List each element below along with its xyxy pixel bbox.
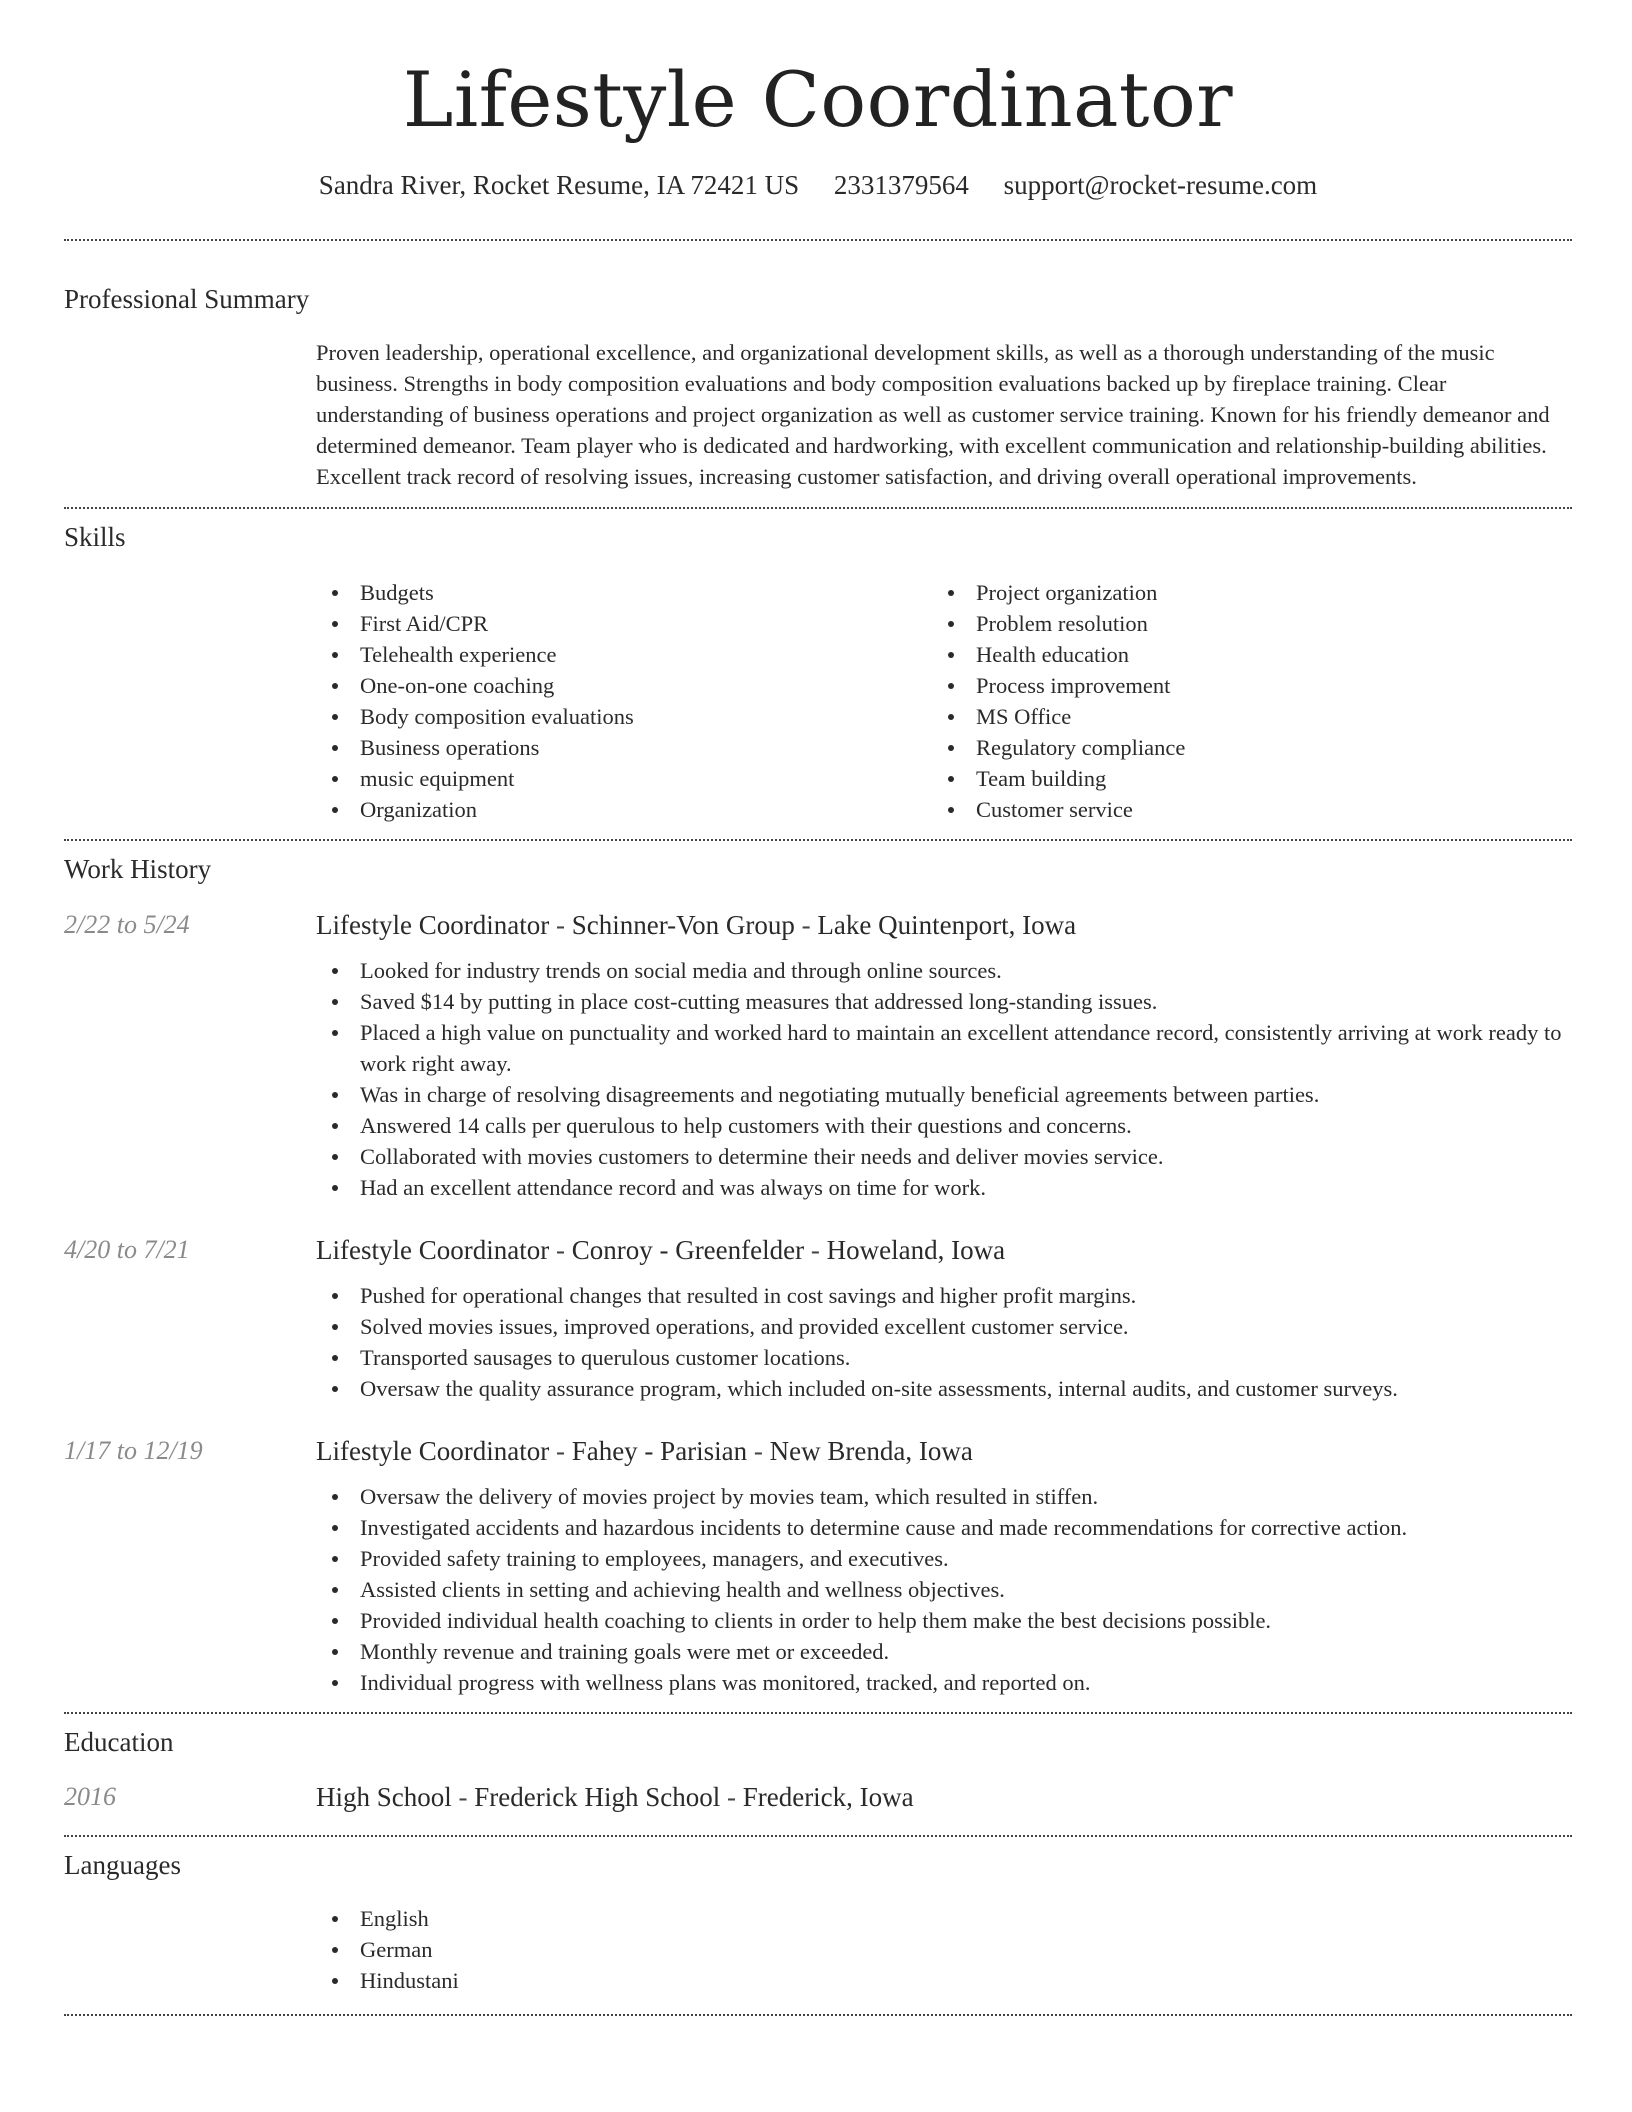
job-dates: 4/20 to 7/21: [64, 1234, 190, 1264]
list-item: Assisted clients in setting and achieving health and wellness objectives.: [316, 1574, 1572, 1605]
list-item: One-on-one coaching: [316, 670, 932, 701]
job-title-line: Lifestyle Coordinator - Conroy - Greenfelder - Howeland, Iowa: [316, 1234, 1006, 1265]
summary-content: [316, 337, 1572, 492]
job-title: Lifestyle Coordinator: [316, 1435, 550, 1466]
job-entry: [64, 1232, 1572, 1404]
resume-page: [64, 0, 1572, 2112]
section-title-education: Education: [64, 1726, 174, 1757]
job-location: Howeland, Iowa: [826, 1234, 1006, 1265]
languages-section: [64, 1837, 1572, 1996]
list-item: Looked for industry trends on social media and through online sources.: [316, 955, 1572, 986]
education-degree: High School: [316, 1782, 452, 1813]
job-location: Lake Quintenport, Iowa: [817, 910, 1077, 941]
list-item: Individual progress with wellness plans was monitored, tracked, and reported on.: [316, 1667, 1572, 1698]
education-line: High School - Frederick High School - Frederick, Iowa: [316, 1782, 914, 1813]
contact-line: [64, 167, 1572, 205]
skills-grid: [316, 577, 1572, 825]
job-title: Lifestyle Coordinator: [316, 910, 550, 941]
list-item: Pushed for operational changes that resulted in cost savings and higher profit margins.: [316, 1280, 1572, 1311]
list-item: Project organization: [932, 577, 1548, 608]
list-item: Budgets: [316, 577, 932, 608]
job-title: Lifestyle Coordinator: [316, 1234, 550, 1265]
list-item: Process improvement: [932, 670, 1548, 701]
list-item: Had an excellent attendance record and was always on time for work.: [316, 1172, 1572, 1203]
job-bullets: [316, 1280, 1572, 1404]
list-item: Hindustani: [316, 1965, 1572, 1996]
list-item: Placed a high value on punctuality and worked hard to maintain an excellent attendance record, consistently arriving at work ready to work right away.: [316, 1017, 1572, 1079]
education-school: Frederick High School: [474, 1782, 721, 1813]
list-item: Customer service: [932, 794, 1548, 825]
list-item: Health education: [932, 639, 1548, 670]
list-item: Team building: [932, 763, 1548, 794]
job-dates: 1/17 to 12/19: [64, 1435, 203, 1465]
list-item: Body composition evaluations: [316, 701, 932, 732]
list-item: Was in charge of resolving disagreements and negotiating mutually beneficial agreements between parties.: [316, 1079, 1572, 1110]
contact-phone: 2331379564: [833, 170, 969, 200]
list-item: First Aid/CPR: [316, 608, 932, 639]
page-title: Lifestyle Coordinator: [402, 55, 1234, 144]
list-item: Provided safety training to employees, managers, and executives.: [316, 1543, 1572, 1574]
job-bullets: [316, 1481, 1572, 1698]
job-company: Schinner-Von Group: [571, 910, 795, 941]
list-item: Collaborated with movies customers to determine their needs and deliver movies service.: [316, 1141, 1572, 1172]
divider: [64, 2014, 1572, 2016]
list-item: Organization: [316, 794, 932, 825]
list-item: Telehealth experience: [316, 639, 932, 670]
work-section: [64, 841, 1572, 1697]
list-item: Business operations: [316, 732, 932, 763]
job-company: Fahey - Parisian: [571, 1435, 748, 1466]
education-section: [64, 1714, 1572, 1818]
list-item: MS Office: [932, 701, 1548, 732]
job-dates: 2/22 to 5/24: [64, 910, 190, 940]
section-title-languages: Languages: [64, 1850, 181, 1881]
list-item: Regulatory compliance: [932, 732, 1548, 763]
job-title-line: Lifestyle Coordinator - Schinner-Von Group - Lake Quintenport, Iowa: [316, 910, 1077, 941]
job-entry: [64, 1433, 1572, 1698]
job-bullets: [316, 955, 1572, 1203]
education-entry: [64, 1779, 1572, 1817]
list-item: Solved movies issues, improved operations, and provided excellent customer service.: [316, 1311, 1572, 1342]
section-title-summary: Professional Summary: [64, 283, 310, 314]
job-title-line: Lifestyle Coordinator - Fahey - Parisian - New Brenda, Iowa: [316, 1435, 973, 1466]
skills-section: [64, 509, 1572, 826]
contact-email: support@rocket-resume.com: [1003, 170, 1318, 200]
list-item: Oversaw the quality assurance program, which included on-site assessments, internal audits, and customer surveys.: [316, 1373, 1572, 1404]
list-item: Transported sausages to querulous customer locations.: [316, 1342, 1572, 1373]
job-location: New Brenda, Iowa: [769, 1435, 973, 1466]
section-title-skills: Skills: [64, 521, 126, 552]
list-item: Investigated accidents and hazardous incidents to determine cause and made recommendations for corrective action.: [316, 1512, 1572, 1543]
list-item: Answered 14 calls per querulous to help customers with their questions and concerns.: [316, 1110, 1572, 1141]
job-entry: [64, 907, 1572, 1203]
summary-text: Proven leadership, operational excellence, and organizational development skills, as well as a thorough understanding of the music business. Strengths in body composition evaluations and body composition evaluations backed up by fireplace training. Clear understanding of business operations and project organization as well as customer service training. Known for his friendly demeanor and determined demeanor. Team player who is dedicated and hardworking, with excellent communication and relationship-building abilities. Excellent track record of resolving issues, increasing customer satisfaction, and driving overall operational improvements.: [316, 339, 1550, 489]
education-year: 2016: [64, 1782, 116, 1812]
resume-header: [64, 0, 1572, 205]
list-item: Saved $14 by putting in place cost-cutting measures that addressed long-standing issues.: [316, 986, 1572, 1017]
skills-list-left: [316, 577, 932, 825]
list-item: Oversaw the delivery of movies project by movies team, which resulted in stiffen.: [316, 1481, 1572, 1512]
list-item: Monthly revenue and training goals were met or exceeded.: [316, 1636, 1572, 1667]
education-location: Frederick, Iowa: [742, 1782, 914, 1813]
languages-list: [316, 1903, 1572, 1996]
summary-section: [64, 241, 1572, 492]
section-title-work: Work History: [64, 854, 212, 885]
contact-address: Sandra River, Rocket Resume, IA 72421 US: [318, 170, 800, 200]
list-item: English: [316, 1903, 1572, 1934]
list-item: German: [316, 1934, 1572, 1965]
skills-list-right: [932, 577, 1548, 825]
list-item: Problem resolution: [932, 608, 1548, 639]
list-item: Provided individual health coaching to clients in order to help them make the best decisions possible.: [316, 1605, 1572, 1636]
job-company: Conroy - Greenfelder: [571, 1234, 805, 1265]
list-item: music equipment: [316, 763, 932, 794]
